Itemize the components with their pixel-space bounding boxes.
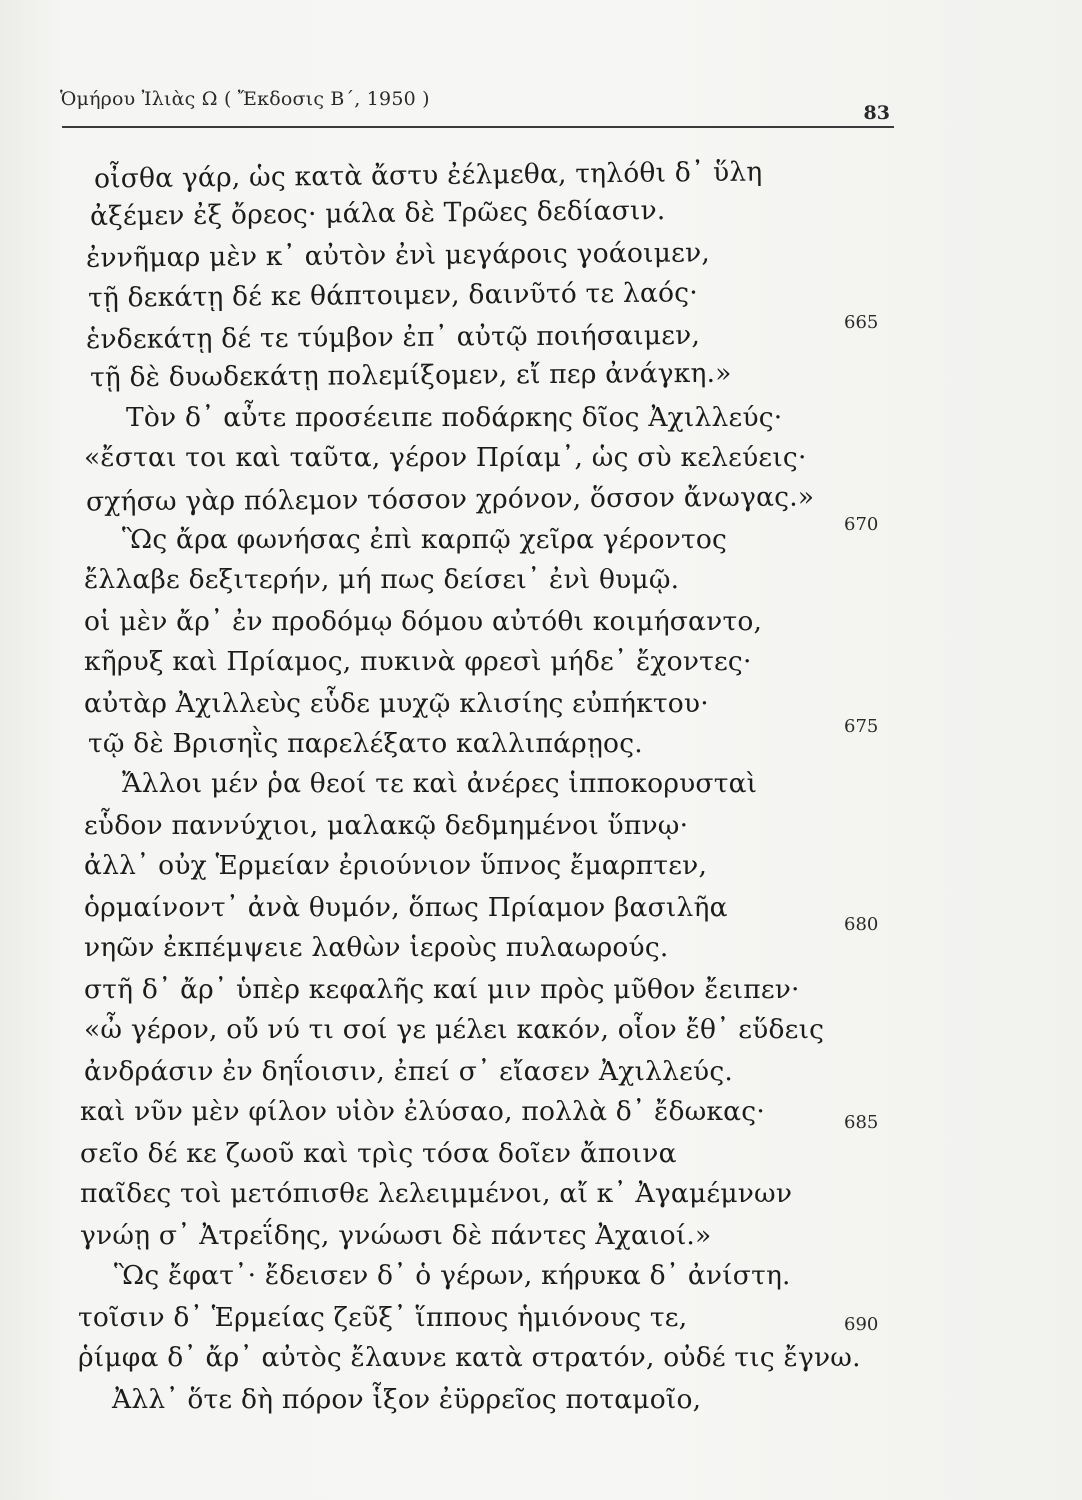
verse-line: εὗδον παννύχιοι, μαλακῷ δεδμημένοι ὕπνῳ· (84, 810, 689, 841)
verse-line: καὶ νῦν μὲν φίλον υἱὸν ἐλύσαο, πολλὰ δ᾽ ἔδωκας· (80, 1096, 765, 1127)
verse-line: Τὸν δ᾽ αὖτε προσέειπε ποδάρκης δῖος Ἀχιλλεύς· (126, 402, 783, 433)
verse-line: ἀξέμεν ἐξ ὄρεος· μάλα δὲ Τρῶες δεδίασιν. (89, 194, 666, 233)
verse-line: «ἔσται τοι καὶ ταῦτα, γέρον Πρίαμ᾽, ὡς σὺ κελεύεις· (84, 442, 807, 473)
verse-line: ἑνδεκάτῃ δέ τε τύμβον ἐπ᾽ αὐτῷ ποιήσαιμεν, (85, 319, 701, 356)
verse-line: Ὣς ἔφατ᾽· ἔδεισεν δ᾽ ὁ γέρων, κήρυκα δ᾽ ἀνίστη. (114, 1260, 791, 1291)
verse-line: τῇ δὲ δυωδεκάτῃ πολεμίξομεν, εἴ περ ἀνάγκη.» (89, 357, 732, 394)
verse-line: ῥίμφα δ᾽ ἄρ᾽ αὐτὸς ἔλαυνε κατὰ στρατόν, οὐδέ τις ἔγνω. (78, 1342, 861, 1373)
verse-line: Ὣς ἄρα φωνήσας ἐπὶ καρπῷ χεῖρα γέροντος (122, 524, 728, 555)
verse-line: οἶσθα γάρ, ὡς κατὰ ἄστυ ἐέλμεθα, τηλόθι δ᾽ ὕλη (93, 156, 763, 195)
running-head: Ὁμήρου Ἰλιὰς Ω ( Ἔκδοσις Β΄, 1950 ) (60, 88, 430, 110)
verse-line: νηῶν ἐκπέμψειε λαθὼν ἱεροὺς πυλαωρούς. (84, 932, 669, 963)
line-number: 680 (844, 914, 879, 935)
verse-line: ἐννῆμαρ μὲν κ᾽ αὐτὸν ἐνὶ μεγάροις γοάοιμεν, (85, 237, 711, 274)
line-number: 690 (844, 1314, 879, 1335)
verse-line: τῇ δεκάτῃ δέ κε θάπτοιμεν, δαινῦτό τε λαός· (87, 277, 699, 314)
verse-line: στῆ δ᾽ ἄρ᾽ ὑπὲρ κεφαλῆς καί μιν πρὸς μῦθον ἔειπεν· (84, 974, 800, 1005)
verse-line: οἱ μὲν ἄρ᾽ ἐν προδόμῳ δόμου αὐτόθι κοιμήσαντο, (84, 606, 763, 637)
verse-line: Ἀλλ᾽ ὅτε δὴ πόρον ἷξον ἐϋρρεῖος ποταμοῖο, (112, 1384, 702, 1415)
verse-line: ἔλλαβε δεξιτερήν, μή πως δείσει᾽ ἐνὶ θυμῷ. (84, 564, 680, 595)
verse-line: ἀλλ᾽ οὐχ Ἑρμείαν ἐριούνιον ὕπνος ἔμαρπτεν, (84, 850, 708, 881)
verse-line: τοῖσιν δ᾽ Ἑρμείας ζεῦξ᾽ ἵππους ἡμιόνους τε, (78, 1302, 688, 1333)
line-number: 665 (844, 312, 879, 333)
verse-line: σεῖο δέ κε ζωοῦ καὶ τρὶς τόσα δοῖεν ἄποινα (80, 1138, 677, 1169)
verse-line: γνώῃ σ᾽ Ἀτρεΐδης, γνώωσι δὲ πάντες Ἀχαιοί.» (80, 1220, 712, 1251)
verse-line: ὁρμαίνοντ᾽ ἀνὰ θυμόν, ὅπως Πρίαμον βασιλῆα (84, 892, 728, 923)
verse-line: Ἄλλοι μέν ῥα θεοί τε καὶ ἀνέρες ἱπποκορυσταὶ (122, 768, 758, 799)
line-number: 685 (844, 1112, 879, 1133)
verse-line: παῖδες τοὶ μετόπισθε λελειμμένοι, αἴ κ᾽ Ἀγαμέμνων (80, 1178, 793, 1209)
verse-line: «ὦ γέρον, οὔ νύ τι σοί γε μέλει κακόν, οἷον ἔθ᾽ εὕδεις (84, 1014, 825, 1045)
line-number: 670 (844, 514, 879, 535)
verse-line: ἀνδράσιν ἐν δηΐοισιν, ἐπεί σ᾽ εἴασεν Ἀχιλλεύς. (84, 1056, 733, 1087)
line-number: 675 (844, 716, 879, 737)
page-number: 83 (863, 102, 890, 124)
verse-line: κῆρυξ καὶ Πρίαμος, πυκινὰ φρεσὶ μήδε᾽ ἔχοντες· (84, 646, 752, 677)
verse-line: αὐτὰρ Ἀχιλλεὺς εὗδε μυχῷ κλισίης εὐπήκτου· (84, 688, 709, 719)
verse-line: σχήσω γὰρ πόλεμον τόσσον χρόνον, ὅσσον ἄνωγας.» (85, 481, 815, 518)
verse-line: τῷ δὲ Βρισηῒς παρελέξατο καλλιπάρῃος. (88, 728, 643, 759)
